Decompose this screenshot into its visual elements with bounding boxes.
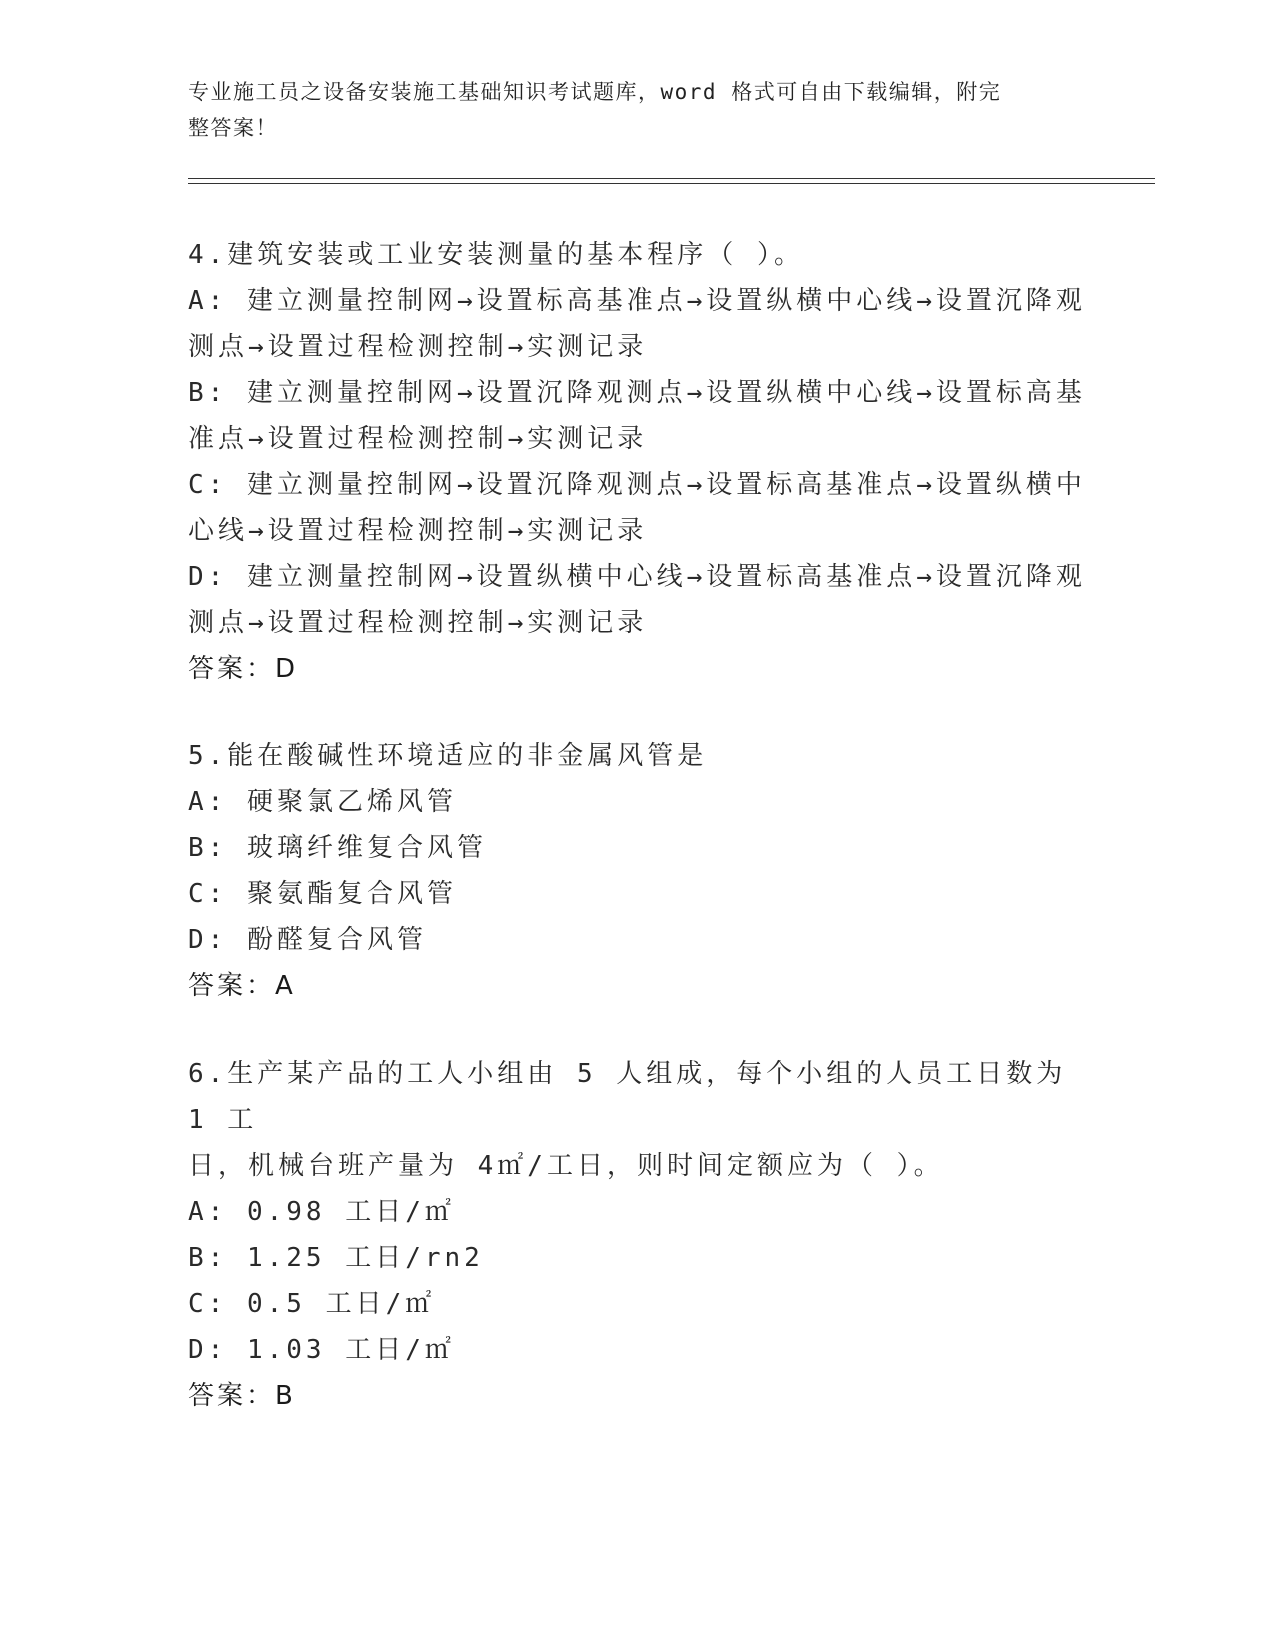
question-stem: 5.能在酸碱性环境适应的非金属风管是	[188, 741, 708, 771]
question-stem: 4.建筑安装或工业安装测量的基本程序（ ）。	[188, 240, 804, 270]
question-6	[188, 1051, 1088, 1419]
question-stem: 6.生产某产品的工人小组由 5 人组成，每个小组的人员工日数为 1 工	[188, 1059, 1086, 1135]
option-a	[188, 278, 1088, 370]
option-line: 心线→设置过程检测控制→实测记录	[188, 516, 648, 546]
option-c	[188, 462, 1088, 554]
answer-label: 答案：A	[188, 971, 296, 1001]
header-line-2: 整答案！	[188, 116, 278, 140]
option-d: D: 1.03 工日/㎡	[188, 1335, 455, 1365]
option-line: B: 建立测量控制网→设置沉降观测点→设置纵横中心线→设置标高基	[188, 378, 1086, 408]
option-c: C: 聚氨酯复合风管	[188, 879, 457, 909]
option-a: A: 硬聚氯乙烯风管	[188, 787, 457, 817]
header-divider-top	[188, 178, 1155, 179]
option-c: C: 0.5 工日/㎡	[188, 1289, 436, 1319]
answer-label: 答案：D	[188, 654, 299, 684]
question-stem-continued: 日，机械台班产量为 4㎡/工日，则时间定额应为（ ）。	[188, 1151, 944, 1181]
header-line-1: 专业施工员之设备安装施工基础知识考试题库，word 格式可自由下载编辑，附完	[188, 80, 1002, 104]
document-header	[188, 74, 1068, 146]
option-line: C: 建立测量控制网→设置沉降观测点→设置标高基准点→设置纵横中	[188, 470, 1086, 500]
answer-label: 答案：B	[188, 1381, 296, 1411]
option-line: 准点→设置过程检测控制→实测记录	[188, 424, 648, 454]
option-line: A: 建立测量控制网→设置标高基准点→设置纵横中心线→设置沉降观	[188, 286, 1086, 316]
question-5	[188, 733, 1088, 1009]
option-d: D: 酚醛复合风管	[188, 925, 427, 955]
option-line: 测点→设置过程检测控制→实测记录	[188, 608, 648, 638]
header-divider-bottom	[188, 183, 1155, 184]
option-line: 测点→设置过程检测控制→实测记录	[188, 332, 648, 362]
question-4	[188, 232, 1088, 692]
option-b: B: 玻璃纤维复合风管	[188, 833, 487, 863]
option-b: B: 1.25 工日/rn2	[188, 1243, 484, 1273]
option-line: D: 建立测量控制网→设置纵横中心线→设置标高基准点→设置沉降观	[188, 562, 1086, 592]
option-a: A: 0.98 工日/㎡	[188, 1197, 455, 1227]
option-d	[188, 554, 1088, 646]
option-b	[188, 370, 1088, 462]
